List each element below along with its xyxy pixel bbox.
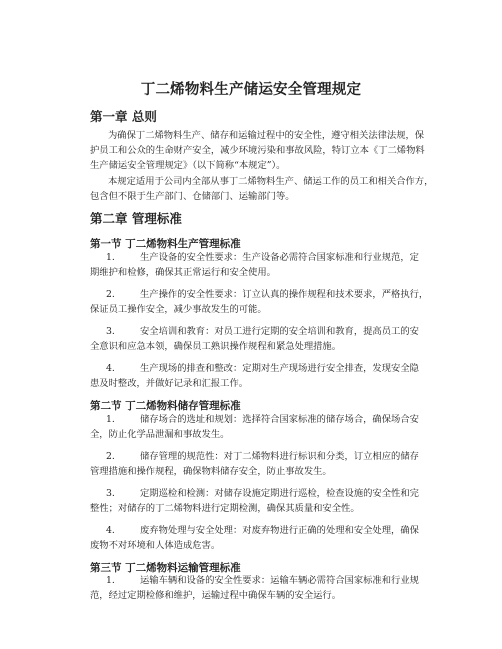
item-number: 2.: [106, 289, 115, 300]
text-line: 全，防止化学品泄漏和事故发生。: [90, 429, 230, 440]
text-line: 范，经过定期检修和维护，运输过程中确保车辆的安全运行。: [90, 590, 342, 601]
item-number: 3.: [106, 326, 115, 337]
text-line: 管理措施和操作规程，确保物料储存安全，防止事故发生。: [90, 466, 332, 477]
text-line: 患及时整改，并做好记录和汇报工作。: [90, 378, 249, 389]
section1-item-2: [90, 287, 435, 317]
chapter2-heading: 第二章 管理标准: [90, 211, 182, 226]
document-title: 丁二烯物料生产储运安全管理规定: [140, 82, 362, 98]
section1-item-4: [90, 361, 435, 391]
text-line: 包含但不限于生产部门、仓储部门、运输部门等。: [90, 191, 295, 202]
text-line: 整性；对储存的丁二烯物料进行定期检测，确保其质量和安全性。: [90, 503, 360, 514]
section1-heading: 第一节 丁二烯物料生产管理标准: [90, 238, 241, 250]
chapter1-paragraph-1: [90, 128, 435, 173]
text-line: 生产设备的安全性要求：生产设备必需符合国家标准和行业规范，定: [140, 252, 419, 263]
text-line: 定期巡检和检测：对储存设施定期进行巡检，检查设施的安全性和完: [140, 488, 419, 499]
text-line: 废物不对环境和人体造成危害。: [90, 540, 221, 551]
section2-item-3: [90, 486, 435, 516]
item-number: 4.: [106, 525, 115, 536]
section3-heading: 第三节 丁二烯物料运输管理标准: [90, 562, 241, 574]
item-number: 3.: [106, 488, 115, 499]
item-number: 1.: [106, 575, 115, 586]
item-number: 1.: [106, 252, 115, 263]
text-line: 安全培训和教育：对员工进行定期的安全培训和教育，提高员工的安: [140, 326, 419, 337]
section2-item-2: [90, 449, 435, 479]
text-line: 生产现场的排查和整改：定期对生产现场进行安全排查，发现安全隐: [140, 363, 419, 374]
chapter1-heading: 第一章 总则: [90, 109, 157, 124]
text-line: 护员工和公众的生命财产安全，减少环境污染和事故风险，特订立本《丁二烯物料: [90, 145, 425, 156]
text-line: 储存场合的选址和规划：选择符合国家标准的储存场合，确保场合安: [140, 414, 419, 425]
text-line: 本规定适用于公司内全部从事丁二烯物料生产、储运工作的员工和相关合作方，: [108, 176, 434, 187]
item-number: 4.: [106, 363, 115, 374]
text-line: 储存管理的规范性：对丁二烯物料进行标识和分类，订立相应的储存: [140, 451, 419, 462]
text-line: 为确保丁二烯物料生产、储存和运输过程中的安全性，遵守相关法律法规，保: [108, 130, 425, 141]
text-line: 运输车辆和设备的安全性要求：运输车辆必需符合国家标准和行业规: [140, 575, 419, 586]
text-line: 生产操作的安全性要求：订立认真的操作规程和技术要求，严格执行，: [140, 289, 429, 300]
text-line: 废弃物处理与安全处理：对废弃物进行正确的处理和安全处理，确保: [140, 525, 419, 536]
item-number: 1.: [106, 414, 115, 425]
section2-item-1: [90, 412, 435, 442]
text-line: 全意识和应急本领，确保员工熟识操作规程和紧急处理措施。: [90, 341, 342, 352]
chapter1-paragraph-2: [90, 174, 435, 204]
item-number: 2.: [106, 451, 115, 462]
section2-item-4: [90, 523, 435, 553]
text-line: 期维护和检修，确保其正常运行和安全使用。: [90, 267, 276, 278]
section3-item-1: [90, 573, 435, 603]
section1-item-3: [90, 324, 435, 354]
text-line: 生产储运安全管理规定》（以下简称“本规定”）。: [90, 160, 286, 171]
text-line: 保证员工操作安全，减少事故发生的可能。: [90, 304, 267, 315]
section1-item-1: [90, 250, 435, 280]
section2-heading: 第二节 丁二烯物料储存管理标准: [90, 400, 241, 412]
